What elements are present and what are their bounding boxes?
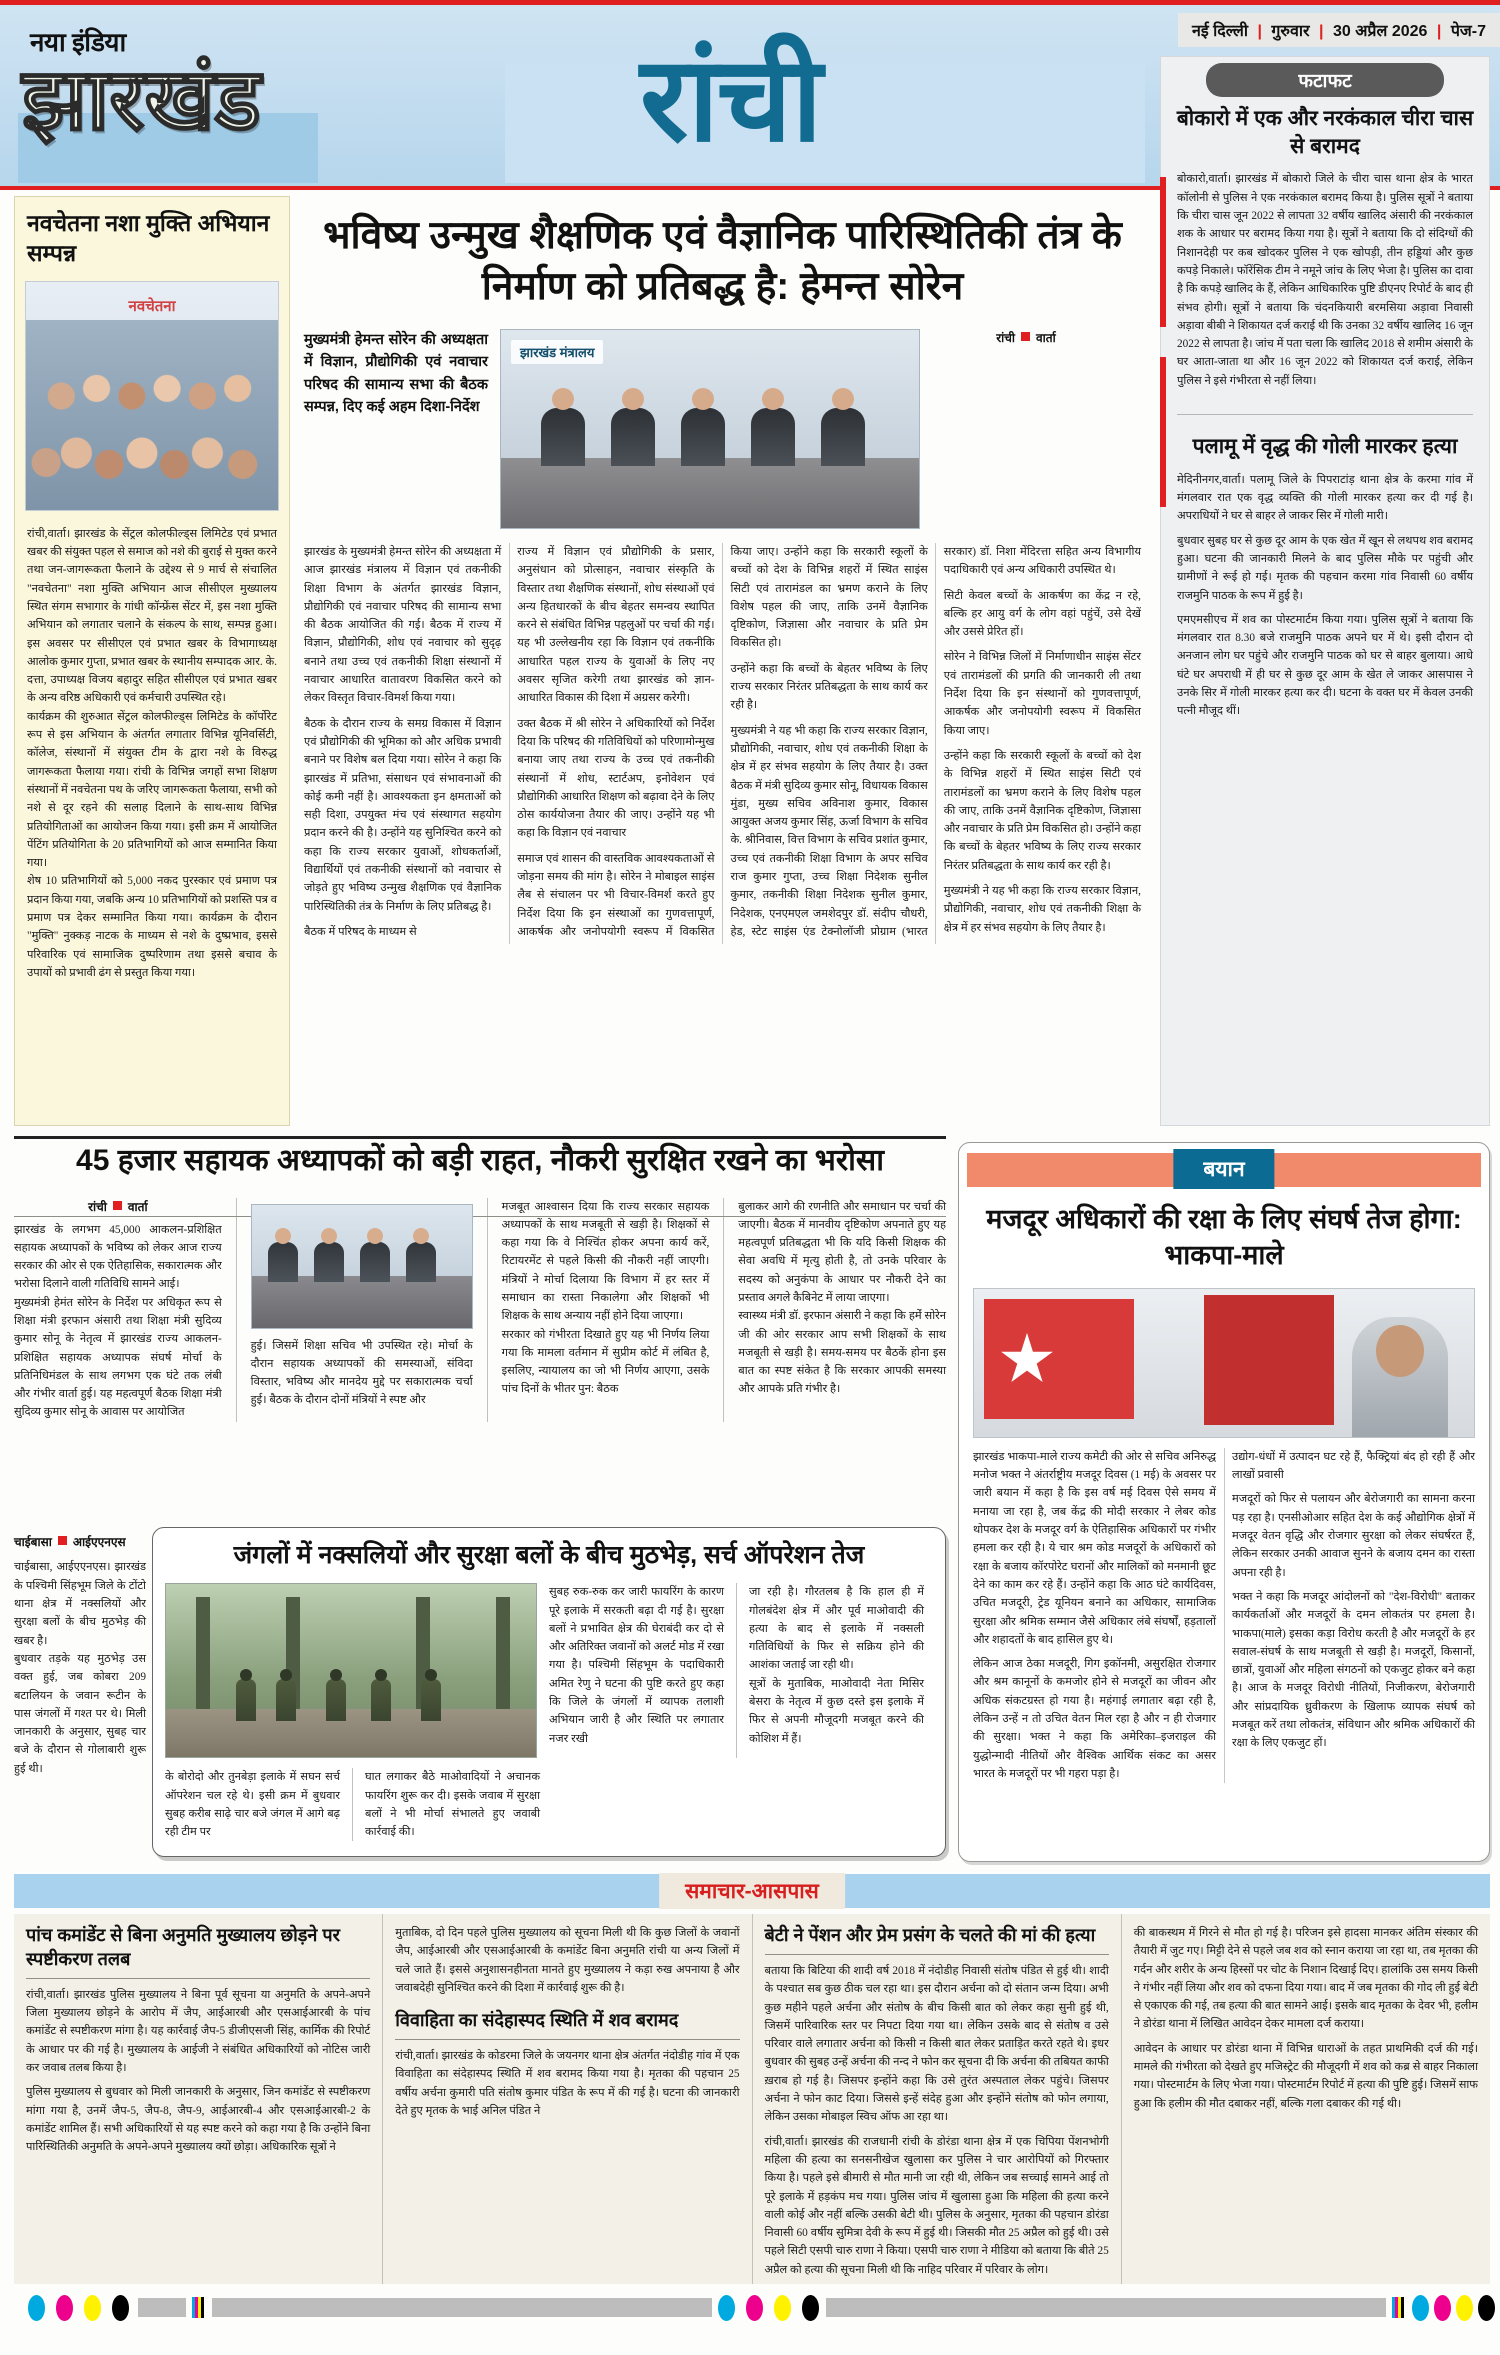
paragraph: हुई। जिसमें शिक्षा सचिव भी उपस्थित रहे। मोर्चा के दौरान सहायक अध्यापकों की समस्याओं, संविदा विस्तार, भविष्य और मानदेय मुद्दे पर सकारात्मक चर्चा हुई। बैठक के दौरान दोनों मंत्रियों ने स्पष्ट और — [250, 1339, 473, 1407]
color-swatch-black — [802, 2295, 819, 2321]
paragraph: चाईबासा, आईएएनएस। झारखंड के पश्चिमी सिंहभूम जिले के टोंटो थाना क्षेत्र में नक्सलियों और सुरक्षा बलों के बीच मुठभेड़ की खबर है। — [14, 1561, 146, 1647]
grey-bar — [138, 2298, 186, 2317]
paragraph: बैठक में परिषद के माध्यम से — [304, 925, 417, 938]
section-teachers-columns — [14, 1190, 946, 1422]
paragraph: रांची,वार्ता। झारखंड पुलिस मुख्यालय ने बिना पूर्व सूचना या अनुमति के अपने-अपने जिला मुख्यालय छोड़ने के आरोप में जैप, आईआरबी और एसआईआरबी के पांच कमांडेंट से स्पष्टीकरण मांगा है। यह कार्रवाई जैप-5 डीजीएसजी सिंह, कार्मिक की रिपोर्ट के आधार पर की गई है। मुख्यालय के आईजी ने संबंधित अधिकारियों को नोटिस जारी कर जवाब तलब किया है। — [26, 1988, 371, 2075]
byline-dot-icon — [113, 1201, 122, 1210]
paragraph: मुताबिक, दो दिन पहले पुलिस मुख्यालय को सूचना मिली थी कि कुछ जिलों के जवानों जैप, आईआरबी और एसआईआरबी के कमांडेंट बिना अनुमति रांची या अन्य जिलों में चले जाते हैं। इससे अनुशासनहीनता मानते हुए मुख्यालय ने कड़ा रुख अपनाया है और जवाबदेही सुनिश्चित करने की दिशा में कार्रवाई शुरू की है। — [395, 1927, 740, 1994]
column-divider — [352, 1768, 353, 1841]
byline-place: चाईबासा — [14, 1535, 52, 1549]
section-teachers-byline — [14, 1198, 222, 1215]
photo-tree — [496, 1597, 510, 1717]
aaspaas-band — [14, 1874, 1490, 1908]
section-naxal-columns — [153, 1579, 945, 1768]
aaspaas-body — [26, 1986, 370, 2157]
photo-group-people — [26, 320, 278, 510]
dateline — [1178, 13, 1500, 47]
paragraph: मुख्यमंत्री ने यह भी कहा कि राज्य सरकार विज्ञान, प्रौद्योगिकी, नवाचार, शोध एवं तकनीकी शिक्षा के क्षेत्र में हर संभव सहयोग के लिए तैयार है। — [943, 884, 1141, 934]
grey-bar — [212, 2298, 712, 2317]
section-naxal — [152, 1527, 946, 1857]
color-swatch-black — [112, 2295, 129, 2321]
paragraph: बैठक के दौरान राज्य के समग्र विकास में विज्ञान एवं प्रौद्योगिकी की भूमिका को और अधिक प्रभावी बनाने पर विशेष बल दिया गया। सोरेन ने कहा कि झारखंड में प्रतिभा, संसाधन एवं संभावनाओं की कोई कमी नहीं है। आवश्यकता इन क्षमताओं को सही दिशा, उपयुक्त मंच एवं संस्थागत सहयोग प्रदान करने की है। उन्होंने यह सुनिश्चित करने को कहा कि राज्य सरकार युवाओं, शोधकर्ताओं, विद्यार्थियों एवं तकनीकी संस्थानों को नवाचार से जोड़ते हुए भविष्य उन्मुख शैक्षणिक एवं वैज्ञानिक पारिस्थितिकी तंत्र के निर्माण के लिए प्रतिबद्ध है। — [304, 717, 502, 913]
section-naxal-photo — [165, 1583, 537, 1758]
paragraph: सरकार को गंभीरता दिखाते हुए यह भी निर्णय लिया गया कि मामला वर्तमान में सुप्रीम कोर्ट में लंबित है, इसलिए, न्यायालय का जो भी निर्णय आएगा, उसके पांच दिनों के भीतर पुन: बैठक — [501, 1328, 710, 1396]
section-teachers-photo — [251, 1204, 473, 1329]
photo-person — [268, 1242, 298, 1282]
section-teachers — [14, 1142, 946, 1422]
column-body — [502, 1198, 710, 1399]
paragraph: बोकारो,वार्ता। झारखंड में बोकारो जिले के चीरा चास थाना क्षेत्र के भारत कॉलोनी से पुलिस ने एक नरकंकाल बरामद किया है। पुलिस सूत्रों ने बताया कि चीरा चास जून 2022 से लापता 32 वर्षीय खालिद अंसारी की नरकंकाल शक के आधार पर बरामद किया गया है। सूत्रों ने बताया कि दो संदिग्धों की निशानदेही पर कब खोदकर पुलिस ने एक खोपड़ी, तीन हड्डियां और कुछ कपड़े निकाले। फॉरेंसिक टीम ने नमूने जांच के लिए भेजा है। पुलिस का दावा है कि कपड़े खालिद के हैं, लेकिन आधिकारिक पुष्टि डीएनए रिपोर्ट के बाद ही संभव होगी। सूत्रों ने बताया कि चंदनकियारी बरमसिया अड़ावा निवासी अड़ावा बीबी ने शिकायत दर्ज कराई थी कि उनका 32 वर्षीय खालिद 16 जून 2022 से लापता है। जांच में पता चला कि खालिद 2018 से शमीम अंसारी के घर आता-जाता था और 16 जून 2022 को शिकायत दर्ज कराई, लेकिन पुलिस ने इसे गंभीरता से नहीं लिया। — [1177, 173, 1473, 387]
paragraph: जा रही है। गौरतलब है कि हाल ही में गोलबंदेश क्षेत्र में और पूर्व माओवादी की हत्या के बाद से इलाके में नक्सली गतिविधियों के फिर से सक्रिय होने की आशंका जताई जा रही थी। — [749, 1586, 924, 1672]
right-sidebar-fatafat — [1160, 56, 1490, 1126]
color-swatch-cyan — [28, 2295, 45, 2321]
column-body — [251, 1337, 473, 1410]
bayan-body-columns — [959, 1444, 1489, 1793]
photo-person — [360, 1242, 390, 1282]
paragraph: शेष 10 प्रतिभागियों को 5,000 नकद पुरस्कार एवं प्रमाण पत्र प्रदान किया गया, जबकि अन्य 10 प्रतिभागियों को प्रशस्ति पत्र व प्रमाण पत्र देकर सम्मानित किया गया। कार्यक्रम के दौरान "मुक्ति" नुक्कड़ नाटक के माध्यम से नशे के दुष्प्रभाव, इससे परिवारिक एवं सामाजिक दुष्परिणाम तथा इससे बचाव के उपायों को प्रभावी ढंग से प्रस्तुत किया गया। — [27, 875, 277, 979]
section-aaspaas — [14, 1914, 1490, 2284]
left-sidebar-body — [15, 517, 289, 992]
masthead-city-backdrop — [505, 63, 1145, 183]
aaspaas-band-label: समाचार-आसपास — [659, 1873, 845, 1909]
paragraph: रांची,वार्ता। झारखंड की राजधानी रांची के डोरंडा थाना क्षेत्र में एक चिपिया पेंशनभोगी महिला की हत्या का सनसनीखेज खुलासा कर पुलिस ने चार आरोपियों को गिरफ्तार किया है। पहले इसे बीमारी से मौत मानी जा रही थी, लेकिन जब सच्चाई सामने आई तो पूरे इलाके में हड़कंप मच गया। पुलिस जांच में खुलासा हुआ कि महिला की हत्या करने वाली कोई और नहीं बल्कि उसकी बेटी थी। पुलिस के अनुसार, मृतका की पहचान डोरंडा निवासी 60 वर्षीय सुमित्रा देवी के रूप में हुई थी। जिसकी मौत 25 अप्रैल को हुई थी। उसे पहले सिटी एसपी चारु राणा ने किया। एसपी चारु राणा ने मीडिया को बताया कि बीते 25 अप्रैल को हत्या की सूचना मिली थी कि नाहिद परिवार में परिवार के लोग। — [764, 2135, 1109, 2276]
registration-mark — [1392, 2297, 1404, 2318]
dateline-place: नई दिल्ली — [1191, 23, 1248, 40]
grey-bar — [826, 2298, 1386, 2317]
section-bayan — [958, 1142, 1490, 1862]
aaspaas-column — [383, 1914, 751, 2284]
photo-conference-table — [501, 458, 919, 528]
dateline-day: गुरुवार — [1271, 23, 1310, 40]
column — [549, 1583, 724, 1758]
fatafat-item-headline: बोकारो में एक और नरकंकाल चीरा चास से बरामद — [1176, 107, 1474, 158]
photo-table — [252, 1276, 472, 1328]
party-flag-secondary-icon — [1204, 1295, 1334, 1425]
aaspaas-column — [753, 1914, 1121, 2284]
registration-mark — [192, 2297, 204, 2318]
paragraph: झारखंड भाकपा-माले राज्य कमेटी की ओर से सचिव अनिरुद्ध मनोज भक्त ने अंतर्राष्ट्रीय मजदूर दिवस (1 मई) के अवसर पर जारी बयान में कहा है कि इस वर्ष मई दिवस ऐसे समय में मनाया जा रहा है, जब केंद्र की मोदी सरकार ने लेबर कोड थोपकर देश के मजदूर वर्ग के ऐतिहासिक अधिकारों पर गंभीर हमला कर रही है। ये चार श्रम कोड मजदूरों के अधिकारों को रक्षा के बजाय कॉरपोरेट घरानों और मालिकों को मनमानी छूट देने का काम कर रहे हैं। उन्होंने कहा कि आठ घंटे कार्यदिवस, उचित मजदूरी, ट्रेड यूनियन बनाने का अधिकार, सामाजिक सुरक्षा और श्रमिक सम्मान जैसे अधिकार लंबे संघर्षों, हड़तालों और शहादतों के बाद हासिल हुए थे। — [973, 1450, 1216, 1646]
column — [365, 1768, 540, 1841]
color-swatch-cyan — [718, 2295, 735, 2321]
column-divider — [236, 1198, 237, 1422]
paragraph: स्वास्थ्य मंत्री डॉ. इरफान अंसारी ने कहा कि हमेंं सोरेन जी की ओर सरकार आप सभी शिक्षकों के साथ मजबूती से खड़ी है। समय-समय पर बैठकें होना इस बात का स्पष्ट संकेत है कि सरकार आपकी समस्या और आपके प्रति गंभीर है। — [738, 1310, 947, 1396]
photo-security-personnel — [326, 1679, 346, 1721]
paragraph: की बाकस्थम में गिरने से मौत हो गई है। परिजन इसे हादसा मानकर अंतिम संस्कार की तैयारी में जुट गए। मिट्टी देने से पहले जब शव को स्नान कराया जा रहा था, तब मृतका की गर्दन और शरीर के अन्य हिस्सों पर चोट के निशान दिखाई दिए। हालांकि उस समय किसी ने गंभीर नहीं लिया और शव को दफना दिया गया। बाद में जब मृतका की गोद ली हुई बेटी से एकाएक की गई, तब हत्या की बात सामने आई। इसके बाद मृतका के देवर भी, हलीम ने डोरंडा थाना में लिखित आवेदन देकर मामला दर्ज कराया। — [1133, 1927, 1478, 2031]
aaspaas-columns — [14, 1914, 1490, 2284]
paragraph: सूत्रों के मुताबिक, माओवादी नेता मिसिर बेसरा के नेतृत्व में कुछ दस्ते इस इलाके में फिर से अपनी मौजूदगी मजबूत करने की कोशिश में हैं। — [749, 1677, 924, 1745]
paragraph: बुधवार सुबह घर से कुछ दूर आम के एक खेत में खून से लथपथ शव बरामद हुआ। घटना की जानकारी मिलने के बाद पुलिस मौके पर पहुंची और ग्रामीणों ने रूई हो गई। मृतक की पहचान करमा गांव निवासी 60 वर्षीय राजमुनि पाठक के रूप में हुई है। — [1177, 534, 1473, 602]
paragraph: बुधवार तड़के यह मुठभेड़ उस वक्त हुई, जब कोबरा 209 बटालियन के जवान रूटीन के पास जंगलों में गश्त पर थे। मिली जानकारी के अनुसार, सुबह चार बजे के दौरान से गोलाबारी शुरू हुई थी। — [14, 1652, 146, 1775]
bayan-headline: मजदूर अधिकारों की रक्षा के लिए संघर्ष तेज होगा: भाकपा-माले — [986, 1204, 1462, 1271]
byline-dot-icon — [1021, 332, 1030, 341]
photo-person — [541, 408, 585, 466]
left-sidebar-headline: नवचेतना नशा मुक्ति अभियान सम्पन्न — [27, 210, 270, 266]
aaspaas-headline: विवाहिता का संदेहास्पद स्थिति में शव बरामद — [395, 2009, 739, 2040]
column-body — [738, 1198, 946, 1399]
paragraph: राज्य में विज्ञान एवं प्रौद्योगिकी के प्रसार, अनुसंधान को प्रोत्साहन, नवाचार संस्कृति के विस्तार तथा शैक्षणिक संस्थानों, शोध संस्थाओं एवं अन्य हितधारकों के बीच बेहतर समन्वय स्थापित करने से संबंधित विभिन्न पहलुओं पर चर्चा की गई। यह भी उल्लेखनीय रहा कि विज्ञान एवं तकनीकि आधारित पहल राज्य के युवाओं के लिए नए अवसर सृजित करेगी तथा झारखंड को ज्ञान-आधारित विकास की दिशा में अग्रसर करेगी। — [517, 545, 715, 705]
section-naxal-lower-columns — [153, 1768, 945, 1849]
lead-photo-caption: झारखंड मंत्रालय — [511, 340, 603, 364]
photo-person-portrait — [1352, 1317, 1448, 1437]
party-flag-icon — [984, 1299, 1134, 1419]
paragraph: समाज एवं शासन की वास्तविक आवश्यकताओं से जोड़ना समय की मांग है। सोरेन ने मोबाइल साइंस लैब से संचालन पर भी विचार-विमर्श करते हुए निर्देश दिया कि इन संस्थाओं का गुणवत्तापूर्ण, आकर्षक और जनोपयोगी स्वरूप में विकसित किया जाए। उन्होंने कहा कि सरकारी स्कूलों के बच्चों को देश के विभिन्न शहरों में स्थित साइंस सिटी एवं तारामंडल का भ्रमण कराने के लिए विशेष पहल की जाए, ताकि उनमें वैज्ञानिक दृष्टिकोण, जिज्ञासा और नवाचार के प्रति प्रेम विकसित हो। — [517, 545, 928, 938]
byline-dot-icon — [58, 1536, 67, 1545]
paragraph: के बोरोदो और तुनबेड़ा इलाके में सघन सर्च ऑपरेशन चल रहे थे। इसी क्रम में बुधवार सुबह करीब साढ़े चार बजे जंगल में आगे बढ़ रही टीम पर — [165, 1771, 340, 1839]
lead-intro-text: मुख्यमंत्री हेमन्त सोरेन की अध्यक्षता में विज्ञान, प्रौद्योगिकी एवं नवाचार परिषद की सामान्य सभा की बैठक सम्पन्न, दिए कई अहम दिशा-निर्देश — [304, 331, 488, 416]
photo-person — [314, 1242, 344, 1282]
photo-person — [611, 408, 655, 466]
aaspaas-body — [1134, 1924, 1478, 2113]
column — [738, 1198, 946, 1422]
column-body — [14, 1221, 222, 1422]
paragraph: झारखंड के मुख्यमंत्री हेमन्त सोरेन की अध्यक्षता में आज झारखंड मंत्रालय में विज्ञान एवं तकनीकी शिक्षा विभाग के अंतर्गत झारखंड विज्ञान, प्रौद्योगिकी एवं नवाचार परिषद की सामान्य सभा की बैठक आयोजित की गई। बैठक में राज्य में विज्ञान, प्रौद्योगिकी, शोध एवं नवाचार को सुदृढ़ बनाने तथा उच्च एवं तकनीकी शिक्षा संस्थानों में नवाचार आधारित वातावरण विकसित करने को लेकर विस्तृत विचार-विमर्श किया गया। — [304, 545, 502, 705]
dateline-separator-2: | — [1319, 23, 1324, 40]
section-teachers-headline: 45 हजार सहायक अध्यापकों को बड़ी राहत, नौकरी सुरक्षित रखने का भरोसा — [76, 1144, 884, 1177]
fatafat-item-body — [1161, 467, 1489, 735]
photo-person — [751, 408, 795, 466]
paragraph: घात लगाकर बैठे माओवादियों ने अचानक फायरिंग शुरू कर दी। इसके जवाब में सुरक्षा बलों ने भी मोर्चा संभालते हुए जवाबी कार्रवाई की। — [365, 1771, 540, 1839]
column-divider — [487, 1198, 488, 1422]
photo-banner-text: नवचेतना — [128, 297, 176, 315]
paragraph: मजबूत आश्वासन दिया कि राज्य सरकार सहायक अध्यापकों के साथ मजबूती से खड़ी है। शिक्षकों से कहा गया कि वे निश्चिंत होकर अपना कार्य करें, रिटायरमेंट से पहले किसी की नौकरी नहीं जाएगी। मंत्रियों ने मोर्चा दिलाया कि विभाग में हर स्तर में समाधान का रास्ता निकालेगा और शिक्षकों भी शिक्षक के साथ अन्याय नहीं होने दिया जाएगा। — [501, 1200, 710, 1323]
paragraph: मुख्यमंत्री हेमंत सोरेन के निर्देश पर अधिकृत रूप से शिक्षा मंत्री इरफान अंसारी तथा शिक्षा मंत्री सुदिव्य कुमार सोनू के नेतृत्व में झारखंड राज्य आकलन-प्रशिक्षित सहायक अध्यापक संघर्ष मोर्चा के प्रतिनिधिमंडल के साथ लगभग एक घंटे तक लंबी और गंभीर वार्ता हुई। यह महत्वपूर्ण बैठक शिक्षा मंत्री सुदिव्य कुमार सोनू के आवास पर आयोजित — [14, 1296, 222, 1419]
bayan-banner-bar — [967, 1153, 1481, 1187]
paragraph: रांची,वार्ता। झारखंड के सेंट्रल कोलफील्ड्स लिमिटेड एवं प्रभात खबर की संयुक्त पहल से समाज को नशे की बुराई से मुक्त करने तथा जन-जागरूकता फैलाने के उद्देश्य से 9 मार्च से संचालित "नवचेतना" नशा मुक्ति अभियान आज सीसीएल मुख्यालय स्थित संगम सभागार के गांधी कॉन्फ्रेंस सेंटर में, इस नशा मुक्ति अभियान को लगातार चलाने के संकल्प के साथ, सम्पन्न हुआ। इस अवसर पर सीसीएल एवं प्रभात खबर के विभागाध्यक्ष आलोक कुमार गुप्ता, प्रभात खबर के स्थानीय सम्पादक आर. के. दत्ता, उपाध्यक्ष विजय बहादुर सहित सीसीएल एवं प्रभात खबर के अन्य वरिष्ठ अधिकारी एवं कर्मचारी उपस्थित रहे। — [27, 527, 277, 705]
paragraph: उद्योग-धंधों में उत्पादन घट रहे हैं, फैक्ट्रियां बंद हो रही हैं और लाखों प्रवासी — [1232, 1450, 1475, 1482]
paragraph: लेकिन आज ठेका मजदूरी, गिग इकॉनमी, असुरक्षित रोजगार और श्रम कानूनों के कमजोर होने से मजदूरों का जीवन और अधिक संकटग्रस्त हो गया है। महंगाई लगातार बढ़ा रही है, लेकिन उन्हें न तो उचित वेतन मिल रहा है और न ही रोजगार की सुरक्षा। भक्त ने कहा कि अमेरिका–इजराइल की युद्धोन्मादी नीतियों और वैश्विक आर्थिक संकट का असर भारत के मजदूरों पर भी गहरा पड़ा है। — [973, 1658, 1216, 1780]
photo-security-personnel — [276, 1679, 296, 1721]
column — [502, 1198, 710, 1422]
paragraph: बुलाकर आगे की रणनीति और समाधान पर चर्चा की जाएगी। बैठक में मानवीय दृष्टिकोण अपनाते हुए यह महत्वपूर्ण प्रतिबद्धता भी कि यदि किसी शिक्षक की सेवा अवधि में मृत्यु होती है, तो उनके परिवार के सदस्य को अनुकंपा के आधार पर नौकरी देने का प्रस्ताव अगले कैबिनेट में लाया जाएगा। — [738, 1200, 947, 1304]
color-swatch-cyan — [1412, 2295, 1429, 2321]
column — [251, 1198, 473, 1422]
paragraph: मुख्यमंत्री ने यह भी कहा कि राज्य सरकार विज्ञान, प्रौद्योगिकी, नवाचार, शोध एवं तकनीकी शिक्षा के क्षेत्र में हर संभव सहयोग के लिए तैयार है। उक्त बैठक में मंत्री सुदिव्य कुमार सोनू, विधायक विकास मुंडा, मुख्य सचिव अविनाश कुमार, विकास आयुक्त अजय कुमार सिंह, ऊर्जा विभाग के सचिव के. श्रीनिवास, वित्त विभाग के सचिव प्रशांत कुमार, उच्च एवं तकनीकी शिक्षा विभाग के अपर सचिव राज कुमार गुप्ता, उच्च शिक्षा निदेशक सुनील कुमार, तकनीकी शिक्षा निदेशक सुनील कुमार, निदेशक, एनएमएल जमशेदपुर डॉ. संदीप चौधरी, हेड, स्टेट साइंस एंड टेक्नोलॉजी प्रोग्राम (भारत सरकार) डॉ. निशा मेंदिरत्ता सहित अन्य विभागीय पदाधिकारी एवं अन्य अधिकारी उपस्थित थे। — [730, 545, 1141, 938]
aaspaas-body — [395, 1924, 739, 1997]
lead-headline: भविष्य उन्मुख शैक्षणिक एवं वैज्ञानिक पारिस्थितिकी तंत्र के निर्माण को प्रतिबद्ध है: हेमन्त सोरेन — [323, 214, 1122, 309]
color-swatch-black — [1478, 2295, 1495, 2321]
section-naxal-headline: जंगलों में नक्सलियों और सुरक्षा बलों के बीच मुठभेड़, सर्च ऑपरेशन तेज — [233, 1541, 865, 1569]
paragraph: मजदूरों को फिर से पलायन और बेरोजगारी का सामना करना पड़ रहा है। एनसीओआर सहित देश के कई औद्योगिक क्षेत्रों में मजदूर वेतन वृद्धि और रोजगार सुरक्षा को लेकर संघर्षरत हैं, लेकिन सरकार उनकी आवाज सुनने के बजाय दमन का रास्ता अपना रही है। — [1232, 1493, 1475, 1579]
bayan-photo — [973, 1288, 1475, 1438]
byline-agency: आईएएनएस — [72, 1535, 126, 1549]
paragraph: सिटी केवल बच्चों के आकर्षण का केंद्र न रहे, बल्कि हर आयु वर्ग के लोग वहां पहुंचें, उसे देखें और उससे प्रेरित हों। — [943, 589, 1141, 639]
bayan-tab-label[interactable]: बयान — [1173, 1149, 1274, 1189]
paragraph: झारखंड के लगभग 45,000 आकलन-प्रशिक्षित सहायक अध्यापकों के भविष्य को लेकर आज राज्य सरकार की ओर से एक ऐतिहासिक, सकारात्मक और भरोसा दिलाने वाली गतिविधि सामने आई। — [14, 1223, 222, 1291]
paragraph: सोरेन ने विभिन्न जिलों में निर्माणाधीन साइंस सेंटर एवं तारामंडलों की प्रगति की जानकारी ली तथा निर्देश दिया कि इन संस्थानों को गुणवत्तापूर्ण, आकर्षक और जनोपयोगी स्वरूप में विकसित किया जाए। — [943, 651, 1141, 737]
photo-person — [821, 408, 865, 466]
paragraph: बताया कि बिटिया की शादी वर्ष 2018 में नंदोडीह निवासी संतोष पंडित से हुई थी। शादी के पश्चात सब कुछ ठीक चल रहा था। इस दौरान अर्चना को दो संतान जन्म दिया। अभी कुछ महीने पहले अर्चना और संतोष के बीच किसी बात को लेकर कहा सुनी हुई थी, जिसमें पारिवारिक स्तर पर निपटा दिया गया था। लेकिन उसके बाद से संतोष व उसे परिवार वाले लगातार अर्चना को किसी न किसी बात लेकर प्रताड़ित करते रहते थे। इधर बुधवार की सुबह उन्हें अर्चना की नन्द ने फोन कर सूचना दी कि अर्चना की तबियत काफी ख़राब हो गई है। जिसपर इन्होंने कहा कि उसे तुरंत अस्पताल लेकर पहुंचे। जिसपर अर्चना ने फोन काट दिया। जिससे इन्हें संदेह हुआ और इन्होंने संतोष को फोन लगाया, लेकिन उसका मोबाइल स्विच ऑफ आ रहा था। — [764, 1964, 1109, 2124]
paragraph: एमएमसीएच में शव का पोस्टमार्टम किया गया। पुलिस सूत्रों ने बताया कि मंगलवार रात 8.30 बजे राजमुनि पाठक अपने घर में थे। इसी दौरान दो अनजान लोग घर पहुंचे और राजमुनि पाठक को घर से बाहर बुलाया। आधे घंटे घर अपराधी में ही घर से कुछ दूर आम के खेत ले जाकर आसपास ने उनके सिर में गोली मारकर हत्या कर दी। घटना के वक्त घर में केवल उनकी पत्नी मौजूद थीं। — [1177, 613, 1473, 718]
lead-story — [300, 196, 1145, 944]
section-naxal-byline — [14, 1533, 146, 1552]
lead-intro-side-text — [920, 329, 1120, 529]
column — [165, 1768, 340, 1841]
paragraph: भक्त ने कहा कि मजदूर आंदोलनों को "देश-विरोधी" बताकर कार्यकर्ताओं और मजदूरों के दमन लोकतंत्र पर हमला है। भाकपा(माले) इसका कड़ा विरोध करती है और मजदूरों के हर सवाल-संघर्ष के साथ मजबूती से खड़ी है। मजदूरों, किसानों, छात्रों, युवाओं और महिला संगठनों को एकजुट होकर बने कहा है। आज के मजदूर विरोधी नीतियों, निजीकरण, बेरोजगारी और सांप्रदायिक ध्रुवीकरण के खिलाफ व्यापक संघर्ष को मजबूत करें तथा लोकतंत्र, संविधान और श्रमिक अधिकारों की रक्षा के लिए एकजुट हों। — [1232, 1590, 1475, 1750]
paragraph: उन्होंने कहा कि बच्चों के बेहतर भविष्य के लिए राज्य सरकार निरंतर प्रतिबद्धता के साथ कार्य कर रही है। — [730, 662, 928, 712]
color-swatch-yellow — [774, 2295, 791, 2321]
paragraph: आवेदन के आधार पर डोरंडा थाना में विभिन्न धाराओं के तहत प्राथमिकी दर्ज की गई। मामले की गंभीरता को देखते हुए मजिस्ट्रेट की मौजूदगी में शव को कब्र से बाहर निकाला गया। पोस्टमार्टम के लिए भेजा गया। पोस्टमार्टम रिपोर्ट में हत्या की पुष्टि हुई। जिसमें साफ हुआ कि हलीम की मौत दबाकर नहीं, बल्कि गला दबाकर की गई थी। — [1133, 2042, 1478, 2110]
sidebar-divider — [1177, 414, 1473, 415]
byline-place: रांची — [88, 1199, 107, 1214]
accent-bar — [1160, 177, 1166, 327]
paragraph: मेदिनीनगर,वार्ता। पलामू जिले के पिपराटांड़ थाना क्षेत्र के करमा गांव में मंगलवार रात एक वृद्ध व्यक्ति की गोली मारकर हत्या कर दी गई है। अपराधियों ने घर से बाहर ले जाकर सिर में गोली मारी। — [1177, 473, 1473, 523]
photo-tree — [196, 1597, 210, 1717]
fatafat-item-headline: पलामू में वृद्ध की गोली मारकर हत्या — [1192, 435, 1458, 458]
aaspaas-body — [395, 2047, 739, 2120]
brand-state-jharkhand: झारखंड — [22, 52, 261, 148]
dateline-page-number: पेज-7 — [1450, 23, 1486, 40]
byline-agency: वार्ता — [1036, 330, 1056, 345]
lead-body-columns — [300, 543, 1145, 944]
column — [14, 1198, 222, 1422]
color-swatch-yellow — [84, 2295, 101, 2321]
aaspaas-column — [1122, 1914, 1490, 2284]
aaspaas-body — [765, 1962, 1109, 2279]
dateline-separator-1: | — [1257, 23, 1262, 40]
section-naxal-left-column — [14, 1533, 146, 1778]
byline-place: रांची — [996, 330, 1015, 345]
brand-city-ranchi: रांची — [640, 34, 821, 166]
photo-person — [406, 1242, 436, 1282]
fatafat-item-body — [1161, 166, 1489, 404]
paragraph: सुबह रुक-रुक कर जारी फायरिंग के कारण पूरे इलाके में सरकती बढ़ा दी गई है। सुरक्षा बलों ने प्रभावित क्षेत्र की घेराबंदी कर दो से और अतिरिक्त जवानों को अलर्ट मोड में रखा गया है। पश्चिमी सिंहभूम के पदाधिकारी अमित रेणु ने घटना की पुष्टि करते हुए कहा कि जिले के जंगलों में व्यापक तलाशी अभियान जारी है और स्थिति पर लगातार नजर रखी — [549, 1586, 724, 1745]
left-sidebar-photo — [25, 281, 279, 511]
aaspaas-headline: बेटी ने पेंशन और प्रेम प्रसंग के चलते की मां की हत्या — [765, 1924, 1109, 1955]
dateline-separator-3: | — [1436, 23, 1442, 40]
paragraph: रांची,वार्ता। झारखंड के कोडरमा जिले के जयनगर थाना क्षेत्र अंतर्गत नंदोडीह गांव में एक विवाहिता का संदेहास्पद स्थिति में शव बरामद किया गया है। मृतका की पहचान 25 वर्षीय अर्चना कुमारी पति संतोष कुमार पंडित के रूप में की गई है। घटना की जानकारी देते हुए मृतक के भाई अनिल पंडित ने — [395, 2050, 740, 2118]
section-under-rule — [14, 1216, 946, 1217]
color-swatch-yellow — [1456, 2295, 1473, 2321]
photo-security-personnel — [236, 1679, 256, 1721]
color-swatch-magenta — [746, 2295, 763, 2321]
left-sidebar-navchetna — [14, 196, 290, 1126]
photo-security-personnel — [371, 1679, 391, 1721]
color-swatch-magenta — [56, 2295, 73, 2321]
section-top-rule — [14, 1136, 946, 1139]
brand-logo-naya-india: नया इंडिया — [30, 27, 126, 57]
photo-security-personnel — [421, 1679, 441, 1721]
column-divider — [723, 1198, 724, 1422]
paragraph: पुलिस मुख्यालय से बुधवार को मिली जानकारी के अनुसार, जिन कमांडेंट से स्पष्टीकरण मांगा गया है, उनमें जैप-5, जैप-8, जैप-9, आईआरबी-4 और एसआईआरबी-2 के कमांडेंट शामिल हैं। सभी अधिकारियों से यह स्पष्ट करने को कहा गया है कि उन्होंने बिना पारिस्थितिकी अनुमति के अपने-अपने मुख्यालय क्यों छोड़ा। अधिकारिक सूत्रों ने — [26, 2086, 371, 2154]
fatafat-tab-label[interactable]: फटाफट — [1206, 63, 1444, 97]
paragraph: उक्त बैठक में श्री सोरेन ने अधिकारियों को निर्देश दिया कि परिषद की गतिविधियों को परिणामोन्मुख बनाया जाए तथा राज्य के उच्च एवं तकनीकी संस्थानों में शोध, स्टार्टअप, इनोवेशन एवं प्रौद्योगिकी आधारित शिक्षण को बढ़ावा देने के लिए ठोस कार्ययोजना तैयार की जाए। उन्होंने यह भी कहा कि विज्ञान एवं नवाचार — [517, 717, 715, 840]
column — [749, 1583, 924, 1758]
color-swatch-magenta — [1434, 2295, 1451, 2321]
print-registration-bars — [0, 2295, 1500, 2321]
aaspaas-column — [14, 1914, 382, 2284]
lead-intro-row — [300, 329, 1145, 529]
column-divider — [736, 1583, 737, 1758]
photo-person — [681, 408, 725, 466]
lead-byline — [932, 329, 1120, 348]
dateline-date: 30 अप्रैल 2026 — [1332, 23, 1428, 40]
aaspaas-headline: पांच कमांडेंट से बिना अनुमति मुख्यालय छोड़ने पर स्पष्टीकरण तलब — [26, 1924, 370, 1979]
byline-agency: वार्ता — [127, 1199, 148, 1214]
accent-bar — [1160, 357, 1166, 507]
photo-road — [166, 1709, 536, 1757]
paragraph: कार्यक्रम की शुरुआत सेंट्रल कोलफील्ड्स लिमिटेड के कॉर्पोरेट रूप से इस अभियान के अंतर्गत लगातार विभिन्न यूनिवर्सिटी, कॉलेज, संस्थानों में संयुक्त टीम के द्वारा नशे के विरुद्ध जागरूकता फैलाया गया। रांची के विभिन्न जगहों सभा शिक्षण संस्थानों में नवचेतना पथ के जरिए जागरूकता फैलाया, सभी को नशे से दूर रहने की सलाह दिलाने के साथ-साथ विभिन्न प्रतियोगिताओं का आयोजन किया गया। इसी क्रम में आयोजित पेंटिंग प्रतियोगिता के 20 प्रतिभागियों को आज सम्मानित किया गया। — [27, 710, 277, 870]
paragraph: उन्होंने कहा कि सरकारी स्कूलों के बच्चों को देश के विभिन्न शहरों में स्थित साइंस सिटी एवं तारामंडलों का भ्रमण कराने के लिए विशेष पहल की जाए, ताकि उनमें वैज्ञानिक दृष्टिकोण, जिज्ञासा और नवाचार के प्रति प्रेम विकसित हो। उन्होंने कहा कि बच्चों के बेहतर भविष्य के लिए राज्य सरकार निरंतर प्रतिबद्धता के साथ कार्य कर रही है। — [943, 749, 1141, 872]
lead-photo — [500, 329, 920, 529]
